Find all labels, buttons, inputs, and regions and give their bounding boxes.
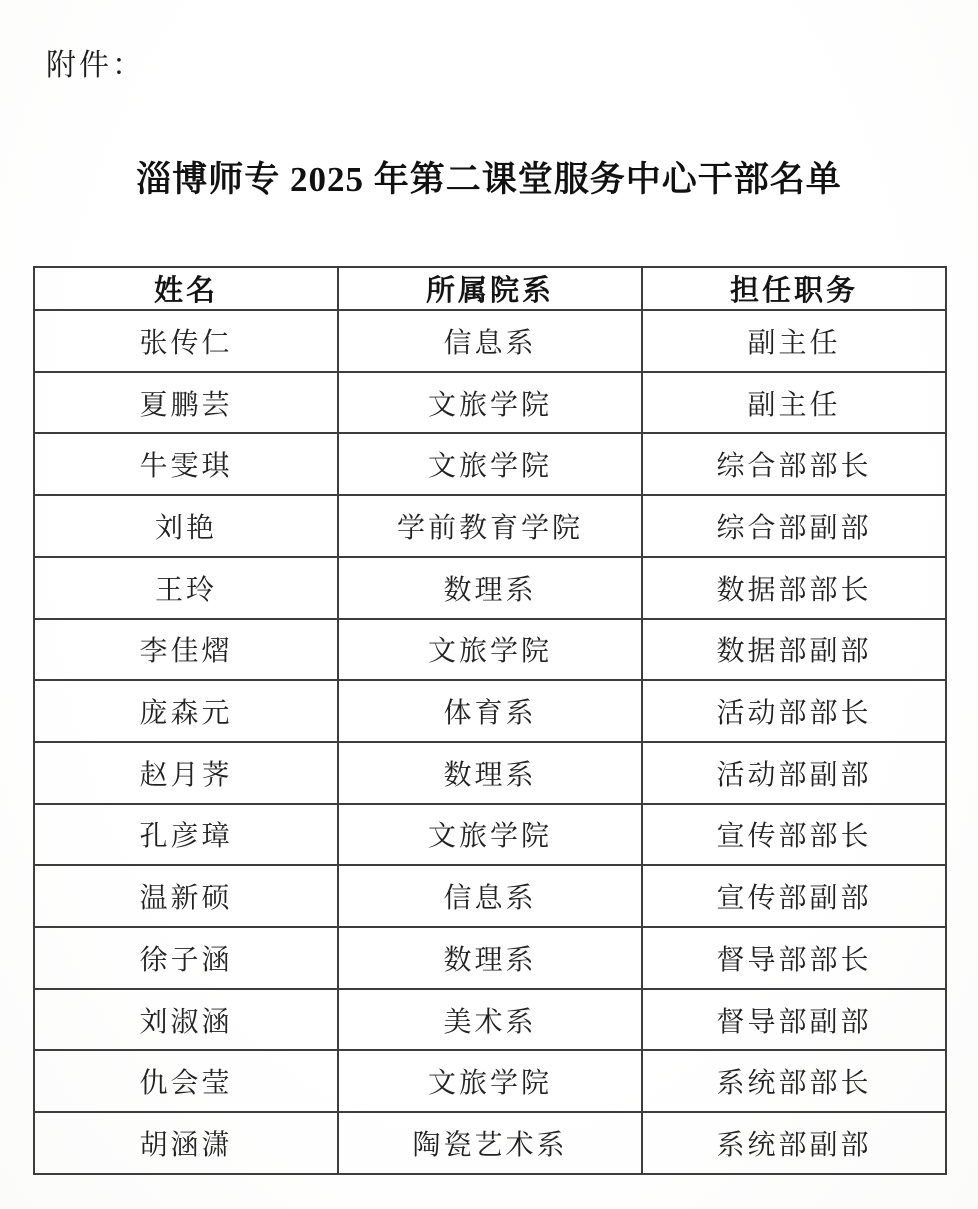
cell-position: 系统部副部 — [642, 1112, 946, 1174]
cell-department: 美术系 — [338, 989, 642, 1051]
cell-name: 牛雯琪 — [34, 433, 338, 495]
table-row — [34, 927, 946, 989]
cell-department: 文旅学院 — [338, 372, 642, 434]
cell-department: 文旅学院 — [338, 433, 642, 495]
cell-name: 张传仁 — [34, 310, 338, 372]
cell-department: 学前教育学院 — [338, 495, 642, 557]
cell-department: 数理系 — [338, 927, 642, 989]
cell-department: 信息系 — [338, 865, 642, 927]
cell-department: 陶瓷艺术系 — [338, 1112, 642, 1174]
cadre-roster-table — [33, 266, 947, 1175]
cell-position: 系统部部长 — [642, 1050, 946, 1112]
column-header-name: 姓名 — [34, 267, 338, 310]
cell-department: 数理系 — [338, 557, 642, 619]
table-row — [34, 433, 946, 495]
cell-department: 信息系 — [338, 310, 642, 372]
column-header-position: 担任职务 — [642, 267, 946, 310]
cell-position: 活动部副部 — [642, 742, 946, 804]
table-row — [34, 680, 946, 742]
table-row — [34, 557, 946, 619]
cell-position: 督导部副部 — [642, 989, 946, 1051]
cell-position: 综合部副部 — [642, 495, 946, 557]
cell-name: 仇会莹 — [34, 1050, 338, 1112]
cell-name: 温新硕 — [34, 865, 338, 927]
cell-name: 庞森元 — [34, 680, 338, 742]
table-row — [34, 742, 946, 804]
table-header-row — [34, 267, 946, 310]
cell-name: 孔彦璋 — [34, 804, 338, 866]
cell-name: 王玲 — [34, 557, 338, 619]
table-row — [34, 989, 946, 1051]
cell-name: 赵月荠 — [34, 742, 338, 804]
table-row — [34, 1112, 946, 1174]
cell-department: 体育系 — [338, 680, 642, 742]
column-header-department: 所属院系 — [338, 267, 642, 310]
cell-department: 文旅学院 — [338, 1050, 642, 1112]
cell-position: 副主任 — [642, 310, 946, 372]
cell-name: 徐子涵 — [34, 927, 338, 989]
cell-position: 综合部部长 — [642, 433, 946, 495]
cell-name: 李佳熠 — [34, 619, 338, 681]
cell-name: 刘艳 — [34, 495, 338, 557]
cell-department: 数理系 — [338, 742, 642, 804]
table-row — [34, 495, 946, 557]
attachment-label: 附件： — [46, 49, 145, 82]
cell-name: 夏鹏芸 — [34, 372, 338, 434]
table-row — [34, 804, 946, 866]
cell-position: 宣传部部长 — [642, 804, 946, 866]
cell-position: 数据部副部 — [642, 619, 946, 681]
table-header — [34, 267, 946, 310]
cell-department: 文旅学院 — [338, 804, 642, 866]
cell-position: 副主任 — [642, 372, 946, 434]
cell-position: 督导部部长 — [642, 927, 946, 989]
page-title: 淄博师专 2025 年第二课堂服务中心干部名单 — [136, 160, 842, 199]
table-row — [34, 1050, 946, 1112]
cell-department: 文旅学院 — [338, 619, 642, 681]
table-body — [34, 310, 946, 1174]
table-row — [34, 619, 946, 681]
cell-position: 活动部部长 — [642, 680, 946, 742]
table-row — [34, 310, 946, 372]
table-row — [34, 865, 946, 927]
table-row — [34, 372, 946, 434]
cell-name: 刘淑涵 — [34, 989, 338, 1051]
cell-name: 胡涵潇 — [34, 1112, 338, 1174]
cell-position: 数据部部长 — [642, 557, 946, 619]
cell-position: 宣传部副部 — [642, 865, 946, 927]
